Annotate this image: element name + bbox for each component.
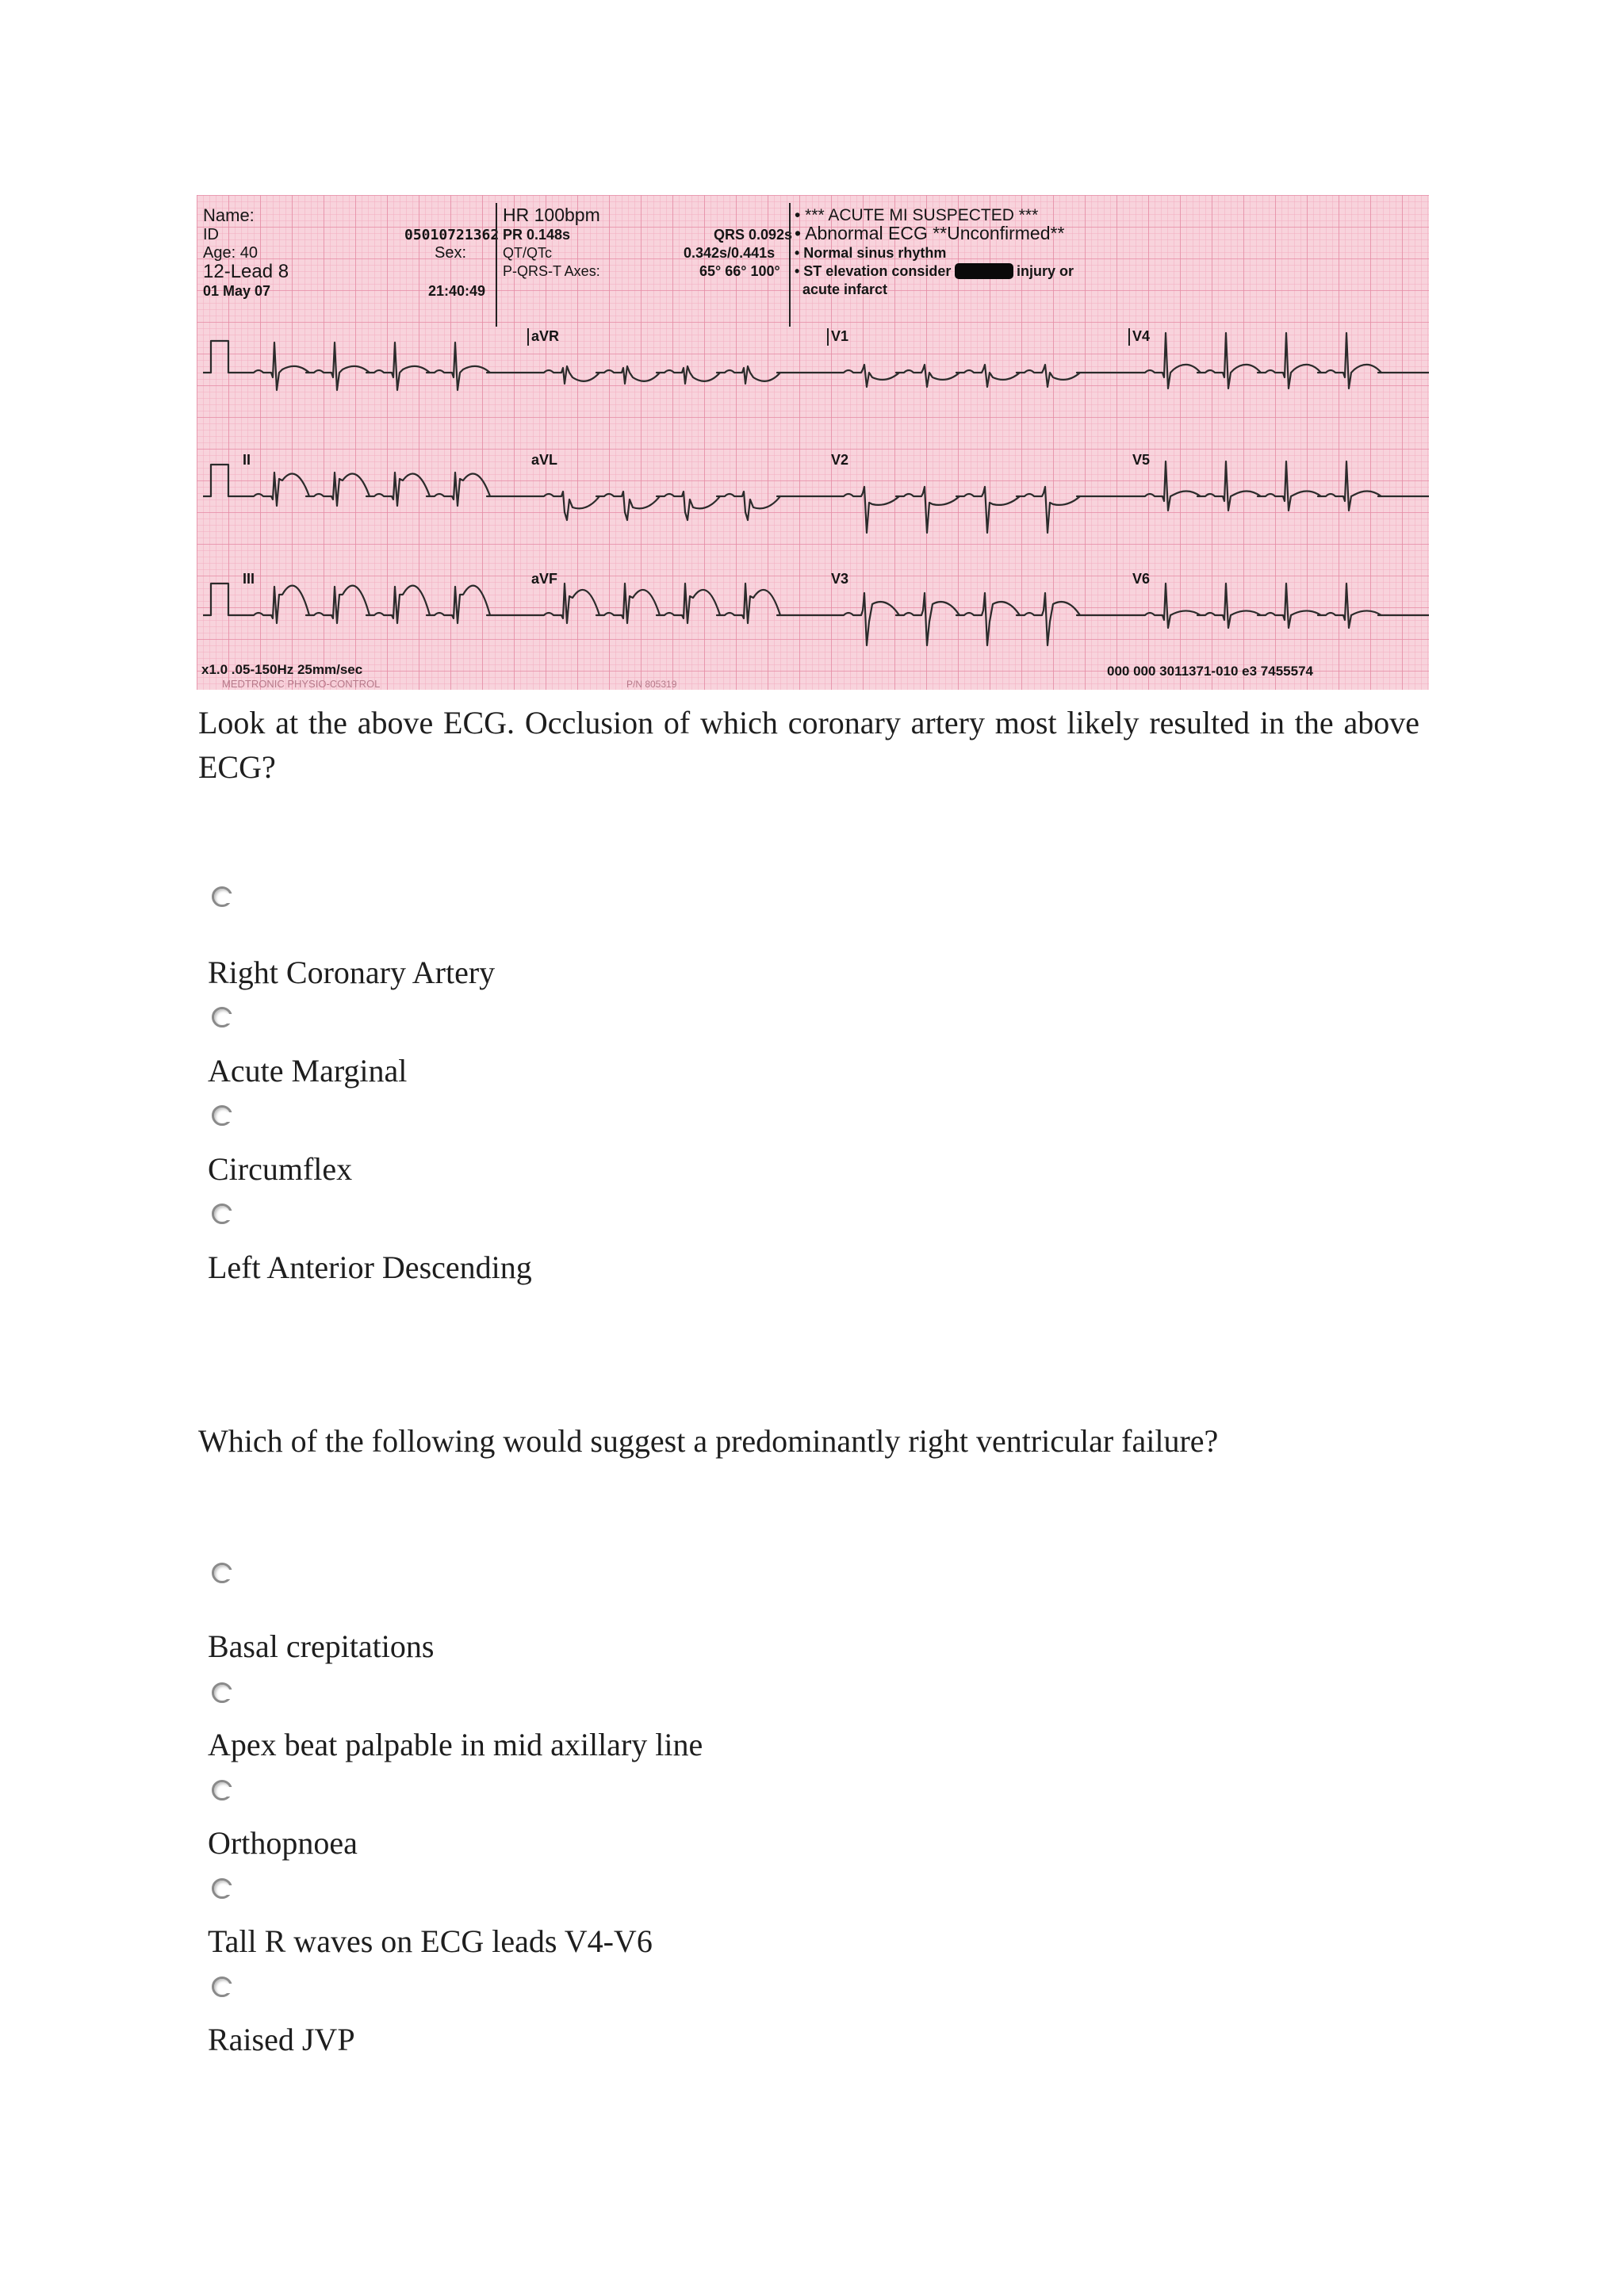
ecg-qt-label: QT/QTc xyxy=(503,245,552,261)
ecg-lead-mode: 12-Lead 8 xyxy=(203,261,289,282)
ecg-name-label: Name: xyxy=(203,205,255,225)
ecg-qrs: QRS 0.092s xyxy=(714,227,793,243)
ecg-time: 21:40:49 xyxy=(428,283,486,299)
ecg-image xyxy=(197,195,1429,690)
q1-option-2-radio[interactable] xyxy=(212,1007,232,1027)
ecg-footer-settings: x1.0 .05-150Hz 25mm/sec xyxy=(201,662,363,677)
q2-option-3-label[interactable]: Orthopnoea xyxy=(208,1825,358,1861)
ecg-sex-label: Sex: xyxy=(435,244,467,262)
lead-label-v4: V4 xyxy=(1132,328,1151,344)
q1-option-3-radio[interactable] xyxy=(212,1105,232,1126)
ecg-date: 01 May 07 xyxy=(203,283,271,299)
lead-label-iii: III xyxy=(243,571,255,587)
ecg-interp-4: • ST elevation consider xyxy=(795,263,952,279)
ecg-strip xyxy=(197,195,1429,690)
ecg-footer-brand: MEDTRONIC PHYSIO-CONTROL xyxy=(222,678,381,690)
lead-label-ii: II xyxy=(243,452,251,468)
q2-option-2-label[interactable]: Apex beat palpable in mid axillary line xyxy=(208,1727,703,1762)
ecg-footer-pn: P/N 805319 xyxy=(626,679,677,690)
redaction-box xyxy=(955,263,1013,279)
ecg-hr: HR 100bpm xyxy=(503,205,600,225)
ecg-interp-6: acute infarct xyxy=(802,281,888,297)
lead-label-avr: aVR xyxy=(531,328,560,344)
ecg-id-label: ID xyxy=(203,226,219,243)
q1-option-2-label[interactable]: Acute Marginal xyxy=(208,1053,408,1089)
q2-option-3-radio[interactable] xyxy=(212,1780,232,1800)
ecg-axes-label: P-QRS-T Axes: xyxy=(503,263,600,279)
ecg-interp-1: • *** ACUTE MI SUSPECTED *** xyxy=(795,206,1039,224)
q2-option-4-radio[interactable] xyxy=(212,1878,232,1899)
q2-option-1-radio[interactable] xyxy=(212,1563,232,1583)
lead-label-v3: V3 xyxy=(831,571,849,587)
lead-label-v1: V1 xyxy=(831,328,849,344)
ecg-interp-2: • Abnormal ECG **Unconfirmed** xyxy=(795,223,1065,243)
q2-option-1-label[interactable]: Basal crepitations xyxy=(208,1628,435,1664)
q2-option-5-label[interactable]: Raised JVP xyxy=(208,2022,355,2057)
ecg-interp-3: • Normal sinus rhythm xyxy=(795,245,947,261)
q2-option-5-radio[interactable] xyxy=(212,1976,232,1997)
q1-option-1-radio[interactable] xyxy=(212,886,232,907)
lead-label-v6: V6 xyxy=(1132,571,1151,587)
ecg-interp-5: injury or xyxy=(1017,263,1074,279)
lead-label-avl: aVL xyxy=(531,452,558,468)
q1-option-4-label[interactable]: Left Anterior Descending xyxy=(208,1249,532,1285)
ecg-qt-value: 0.342s/0.441s xyxy=(684,245,776,261)
ecg-footer-code: 000 000 3011371-010 e3 7455574 xyxy=(1107,664,1313,679)
lead-label-avf: aVF xyxy=(531,571,558,587)
question-2-text: Which of the following would suggest a predominantly right ventricular failure? xyxy=(198,1423,1219,1459)
ecg-id-value: 05010721362 xyxy=(404,227,500,243)
q1-option-3-label[interactable]: Circumflex xyxy=(208,1151,353,1187)
q2-option-4-label[interactable]: Tall R waves on ECG leads V4-V6 xyxy=(208,1923,653,1959)
lead-label-v2: V2 xyxy=(831,452,849,468)
q1-option-4-radio[interactable] xyxy=(212,1203,232,1224)
q2-option-2-radio[interactable] xyxy=(212,1682,232,1703)
lead-label-v5: V5 xyxy=(1132,452,1151,468)
ecg-axes-value: 65° 66° 100° xyxy=(699,263,780,279)
q1-option-1-label[interactable]: Right Coronary Artery xyxy=(208,955,496,990)
ecg-pr: PR 0.148s xyxy=(503,227,571,243)
question-1-text: Look at the above ECG. Occlusion of which coronary artery most likely resulted in the above ECG? xyxy=(198,705,1419,785)
ecg-age: Age: 40 xyxy=(203,244,258,262)
